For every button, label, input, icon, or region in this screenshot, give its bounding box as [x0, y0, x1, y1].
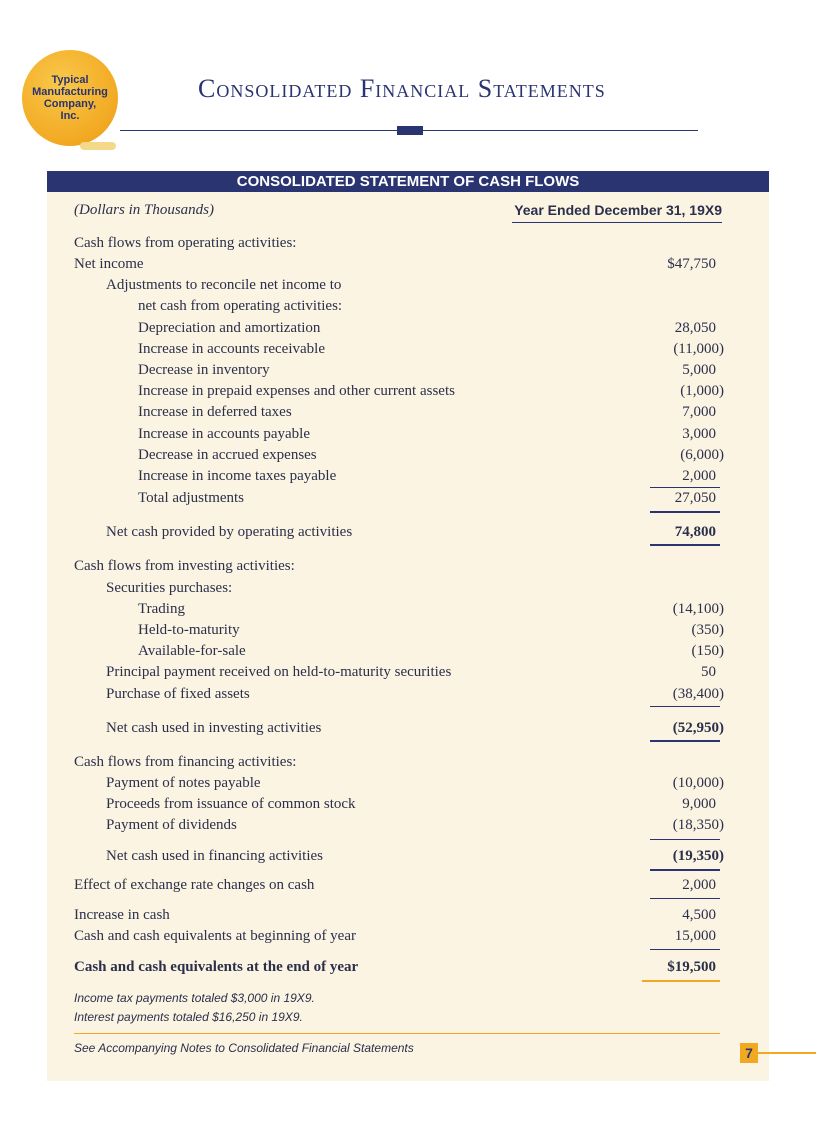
grand-total-rule: [642, 980, 720, 982]
row-ending-cash: Cash and cash equivalents at the end of year $19,500: [74, 959, 716, 975]
row-beginning-cash: Cash and cash equivalents at beginning of year 15,000: [74, 928, 716, 944]
row-fixed-assets: Purchase of fixed assets (38,400): [106, 686, 724, 702]
row-increase-in-cash: Increase in cash 4,500: [74, 907, 716, 923]
subtotal-rule: [650, 949, 720, 950]
section-heading-investing: Cash flows from investing activities:: [74, 558, 295, 574]
subtotal-rule: [650, 898, 720, 899]
column-header-rule: [512, 222, 722, 223]
logo-line: Company,: [43, 98, 97, 110]
row-depreciation: Depreciation and amortization 28,050: [138, 320, 716, 336]
note-interest: Interest payments totaled $16,250 in 19X9.: [74, 1010, 303, 1024]
section-heading-financing: Cash flows from financing activities:: [74, 754, 297, 770]
row-securities-purchases: Securities purchases:: [106, 580, 233, 596]
subtotal-rule: [650, 706, 720, 707]
total-rule: [650, 869, 720, 871]
page-number-line: [758, 1052, 816, 1054]
column-header: Year Ended December 31, 19X9: [514, 202, 722, 218]
row-exchange-rate: Effect of exchange rate changes on cash 2,000: [74, 877, 716, 893]
row-net-cash-financing: Net cash used in financing activities (19,350): [106, 848, 724, 864]
total-rule: [650, 511, 720, 513]
statement-banner: CONSOLIDATED STATEMENT OF CASH FLOWS: [47, 171, 769, 192]
row-net-cash-operating: Net cash provided by operating activities 74,800: [106, 524, 716, 540]
row-income-taxes-payable: Increase in income taxes payable 2,000: [138, 468, 716, 484]
footer-note: See Accompanying Notes to Consolidated Financial Statements: [74, 1041, 414, 1055]
row-accounts-receivable: Increase in accounts receivable (11,000): [138, 341, 724, 357]
row-net-cash-investing: Net cash used in investing activities (52,950): [106, 720, 724, 736]
section-heading-operating: Cash flows from operating activities:: [74, 235, 297, 251]
row-dividends: Payment of dividends (18,350): [106, 817, 724, 833]
row-total-adjustments: Total adjustments 27,050: [138, 490, 716, 506]
row-adjustments-heading: Adjustments to reconcile net income to: [106, 277, 342, 293]
row-inventory: Decrease in inventory 5,000: [138, 362, 716, 378]
subtotal-rule: [650, 839, 720, 840]
row-adjustments-subheading: net cash from operating activities:: [138, 298, 343, 314]
row-principal-payment: Principal payment received on held-to-maturity securities 50: [106, 664, 716, 680]
row-accrued-expenses: Decrease in accrued expenses (6,000): [138, 447, 724, 463]
row-deferred-taxes: Increase in deferred taxes 7,000: [138, 404, 716, 420]
logo-line: Inc.: [60, 110, 80, 122]
total-rule: [650, 740, 720, 742]
row-common-stock: Proceeds from issuance of common stock 9,000: [106, 796, 716, 812]
logo-line: Typical: [51, 74, 89, 86]
page-title: Consolidated Financial Statements: [198, 74, 606, 103]
row-net-income: Net income $47,750: [74, 256, 716, 272]
total-rule: [650, 544, 720, 546]
row-prepaid-expenses: Increase in prepaid expenses and other current assets (1,000): [138, 383, 724, 399]
row-held-to-maturity: Held-to-maturity (350): [138, 622, 724, 638]
note-income-tax: Income tax payments totaled $3,000 in 19X9.: [74, 991, 315, 1005]
logo-ribbon: [80, 142, 116, 150]
company-logo: [22, 50, 118, 146]
page-number: 7: [740, 1043, 758, 1063]
row-trading: Trading (14,100): [138, 601, 724, 617]
footer-rule: [74, 1033, 720, 1034]
row-notes-payable: Payment of notes payable (10,000): [106, 775, 724, 791]
row-accounts-payable: Increase in accounts payable 3,000: [138, 426, 716, 442]
units-label: (Dollars in Thousands): [74, 202, 215, 218]
title-rule-mark: [397, 126, 423, 135]
logo-line: Manufacturing: [32, 86, 108, 98]
row-available-for-sale: Available-for-sale (150): [138, 643, 724, 659]
